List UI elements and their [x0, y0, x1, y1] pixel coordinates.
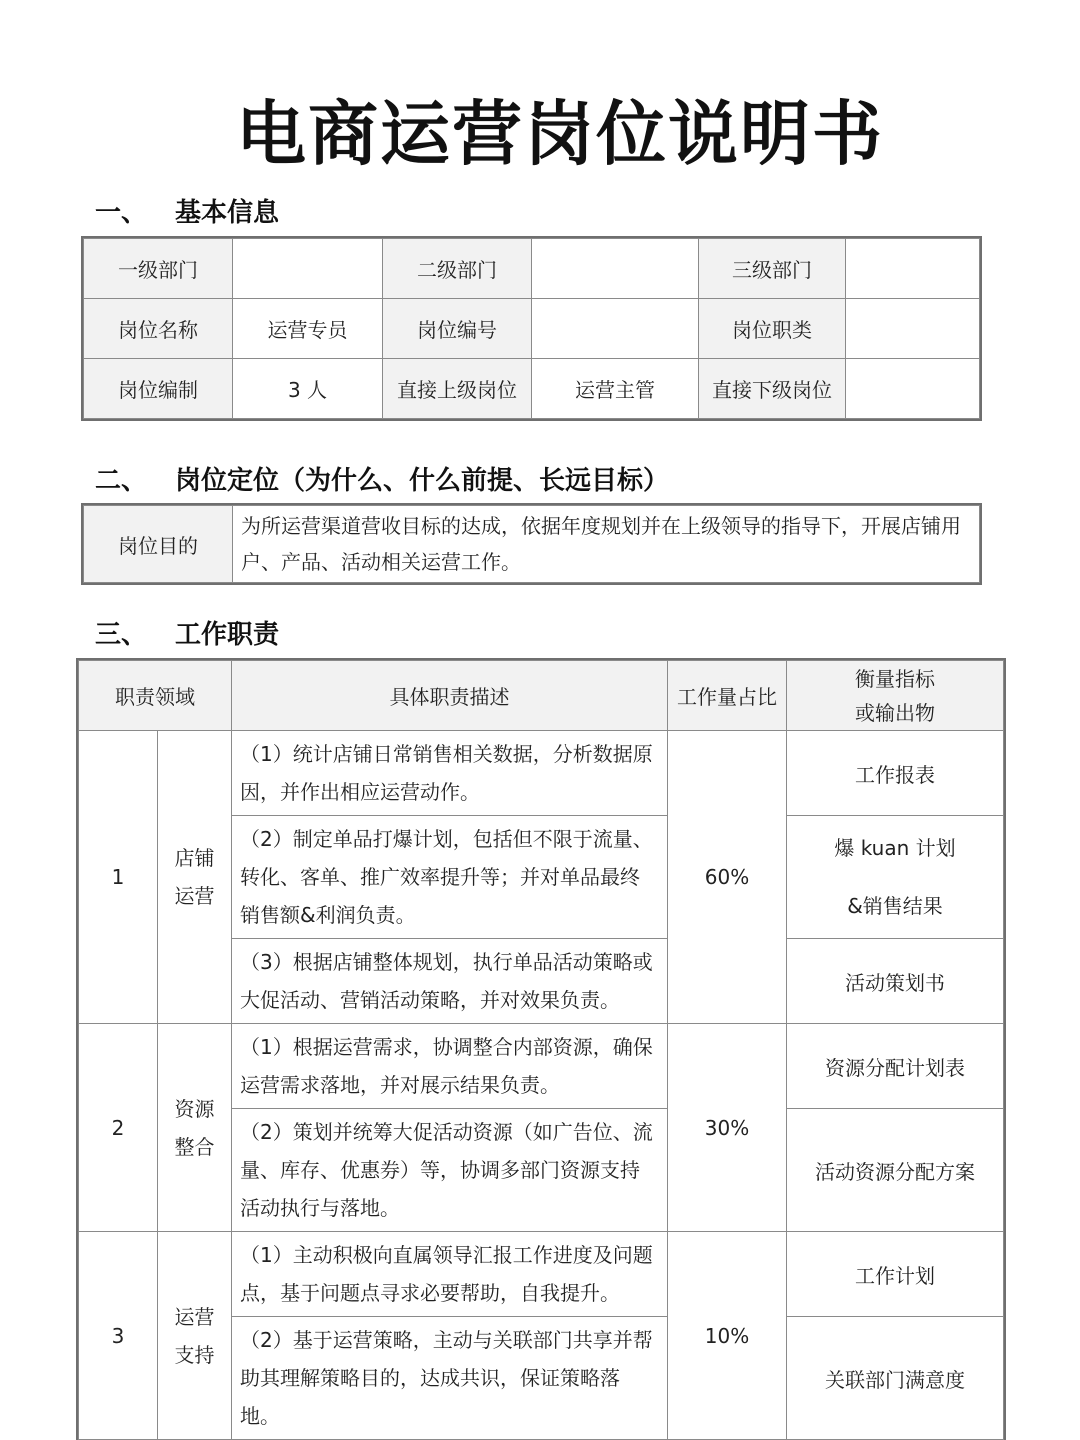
group-area: [158, 1232, 232, 1440]
label-cell: 岗位名称: [84, 299, 233, 359]
label-cell: 直接下级岗位: [699, 359, 846, 419]
value-cell: [532, 299, 699, 359]
duty-desc: （3）根据店铺整体规划，执行单品活动策略或大促活动、营销活动策略，并对效果负责。: [232, 939, 668, 1024]
duty-metric-line: &销售结果: [847, 894, 943, 918]
header-desc: 具体职责描述: [232, 661, 668, 731]
value-cell: [846, 359, 980, 419]
label-cell: 岗位编号: [383, 299, 532, 359]
header-metric-line: 或输出物: [855, 700, 935, 725]
label-cell: 直接上级岗位: [383, 359, 532, 419]
group-number: 1: [79, 731, 158, 1024]
section-label: 岗位定位（为什么、什么前提、长远目标）: [175, 466, 670, 496]
table-row: [84, 359, 980, 419]
duty-metric: 工作报表: [787, 731, 1004, 816]
group-area: [158, 1024, 232, 1232]
group-number: 2: [79, 1024, 158, 1232]
header-ratio: 工作量占比: [668, 661, 787, 731]
group-area-line: 支持: [174, 1342, 215, 1367]
label-cell: 三级部门: [699, 239, 846, 299]
duty-metric: 工作计划: [787, 1232, 1004, 1317]
duty-metric: 资源分配计划表: [787, 1024, 1004, 1109]
section-number: 一、: [95, 198, 148, 228]
group-number: 3: [79, 1232, 158, 1440]
table-row: [79, 731, 1004, 816]
value-cell: [233, 239, 383, 299]
label-cell: 一级部门: [84, 239, 233, 299]
section-number: 三、: [95, 620, 148, 650]
page-title: 电商运营岗位说明书: [236, 93, 884, 175]
table-row: [79, 1232, 1004, 1317]
section-heading-basic-info: [95, 192, 279, 229]
duty-desc: （2）制定单品打爆计划，包括但不限于流量、转化、客单、推广效率提升等；并对单品最终销售额&利润负责。: [232, 816, 668, 939]
group-area: [158, 731, 232, 1024]
group-ratio: 10%: [668, 1232, 787, 1440]
duty-desc: （2）基于运营策略，主动与关联部门共享并帮助其理解策略目的，达成共识，保证策略落地。: [232, 1317, 668, 1440]
group-ratio: 60%: [668, 731, 787, 1024]
duty-metric-line: 爆 kuan 计划: [834, 836, 956, 860]
label-cell: 二级部门: [383, 239, 532, 299]
position-text: 为所运营渠道营收目标的达成，依据年度规划并在上级领导的指导下，开展店铺用户、产品、活动相关运营工作。: [233, 506, 980, 583]
table-row: [84, 239, 980, 299]
header-metric-line: 衡量指标: [855, 666, 935, 691]
duty-metric: 活动策划书: [787, 939, 1004, 1024]
duty-metric: 活动资源分配方案: [787, 1109, 1004, 1232]
group-area-line: 资源: [174, 1096, 215, 1121]
section-label: 基本信息: [175, 198, 280, 228]
group-area-line: 运营: [174, 1304, 215, 1329]
duty-desc: （1）主动积极向直属领导汇报工作进度及问题点，基于问题点寻求必要帮助，自我提升。: [232, 1232, 668, 1317]
duty-metric: [787, 816, 1004, 939]
section-number: 二、: [95, 466, 148, 496]
value-cell: 运营主管: [532, 359, 699, 419]
position-table: [83, 505, 980, 583]
group-area-line: 整合: [174, 1134, 215, 1159]
value-cell: 3 人: [233, 359, 383, 419]
basic-info-table: [83, 238, 980, 419]
label-cell: 岗位职类: [699, 299, 846, 359]
table-header-row: [79, 661, 1004, 731]
header-metric: [787, 661, 1004, 731]
value-cell: [846, 299, 980, 359]
duties-table: [78, 660, 1004, 1440]
table-row: [79, 1024, 1004, 1109]
section-label: 工作职责: [175, 620, 280, 650]
duty-desc: （1）统计店铺日常销售相关数据，分析数据原因，并作出相应运营动作。: [232, 731, 668, 816]
value-cell: [846, 239, 980, 299]
header-area: 职责领域: [79, 661, 232, 731]
section-heading-duties: [95, 614, 279, 651]
table-row: [84, 506, 980, 583]
value-cell: [532, 239, 699, 299]
label-cell: 岗位编制: [84, 359, 233, 419]
duty-desc: （2）策划并统筹大促活动资源（如广告位、流量、库存、优惠券）等，协调多部门资源支持活动执行与落地。: [232, 1109, 668, 1232]
section-heading-position: [95, 460, 669, 497]
group-area-line: 店铺: [174, 846, 215, 870]
group-ratio: 30%: [668, 1024, 787, 1232]
position-label: 岗位目的: [84, 506, 233, 583]
duty-desc: （1）根据运营需求，协调整合内部资源，确保运营需求落地，并对展示结果负责。: [232, 1024, 668, 1109]
value-cell: 运营专员: [233, 299, 383, 359]
duty-metric: 关联部门满意度: [787, 1317, 1004, 1440]
group-area-line: 运营: [174, 884, 215, 908]
table-row: [84, 299, 980, 359]
